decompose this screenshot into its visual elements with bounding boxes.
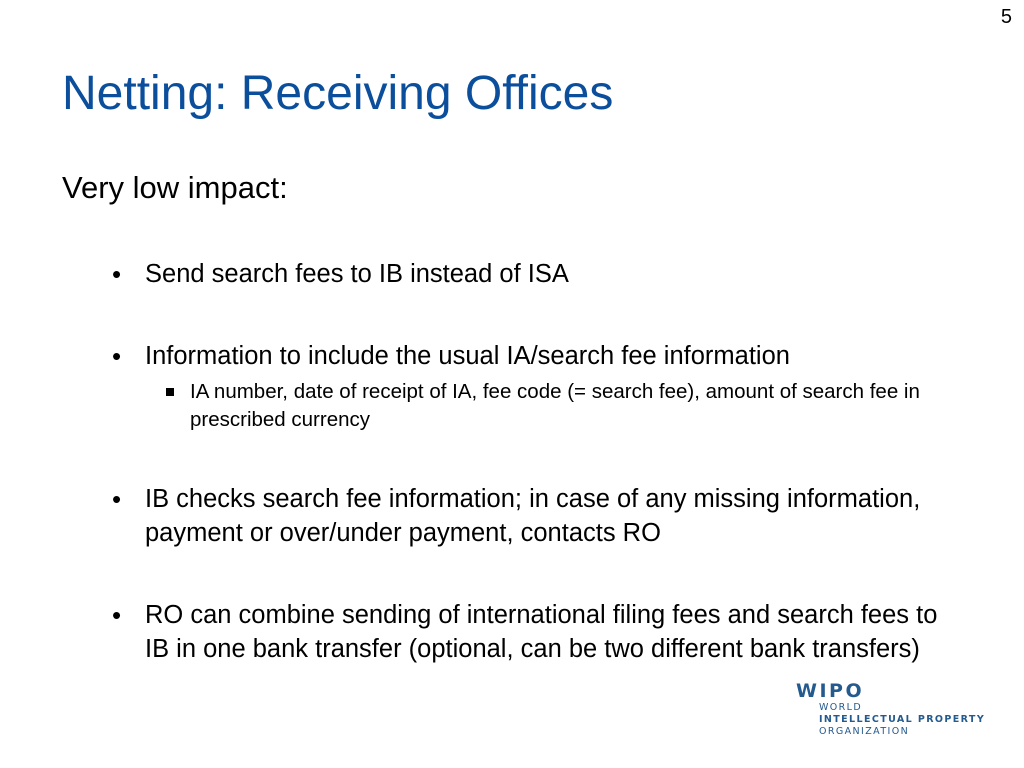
sub-bullet-item [190,378,960,434]
bullet-dot-icon: • [112,484,122,514]
bullet-text: RO can combine sending of international filing fees and search fees to IB in one bank transfer (optional, can be two different bank transfers) [145,601,938,663]
intro-text: Very low impact: [62,170,288,205]
logo-line-organization: ORGANIZATION [819,726,910,737]
sub-bullet-text: IA number, date of receipt of IA, fee code (= search fee), amount of search fee in prescribed currency [190,380,920,431]
logo-line-intellectual-property: INTELLECTUAL PROPERTY [819,714,986,725]
logo-line-world: WORLD [819,702,863,713]
bullet-text: Information to include the usual IA/search fee information [145,342,790,370]
square-bullet-icon [166,388,174,396]
bullet-item [112,339,955,373]
bullet-text: IB checks search fee information; in case of any missing information, payment or over/under payment, contacts RO [145,485,921,547]
bullet-dot-icon: • [112,259,122,289]
bullet-item [112,482,955,550]
slide-title: Netting: Receiving Offices [62,67,614,120]
logo-acronym: WIPO [796,680,865,702]
bullet-item [112,257,955,291]
bullet-text: Send search fees to IB instead of ISA [145,260,569,288]
bullet-item [112,598,955,666]
page-number: 5 [1000,6,1012,28]
wipo-logo [796,680,985,738]
bullet-dot-icon: • [112,600,122,630]
bullet-dot-icon: • [112,341,122,371]
